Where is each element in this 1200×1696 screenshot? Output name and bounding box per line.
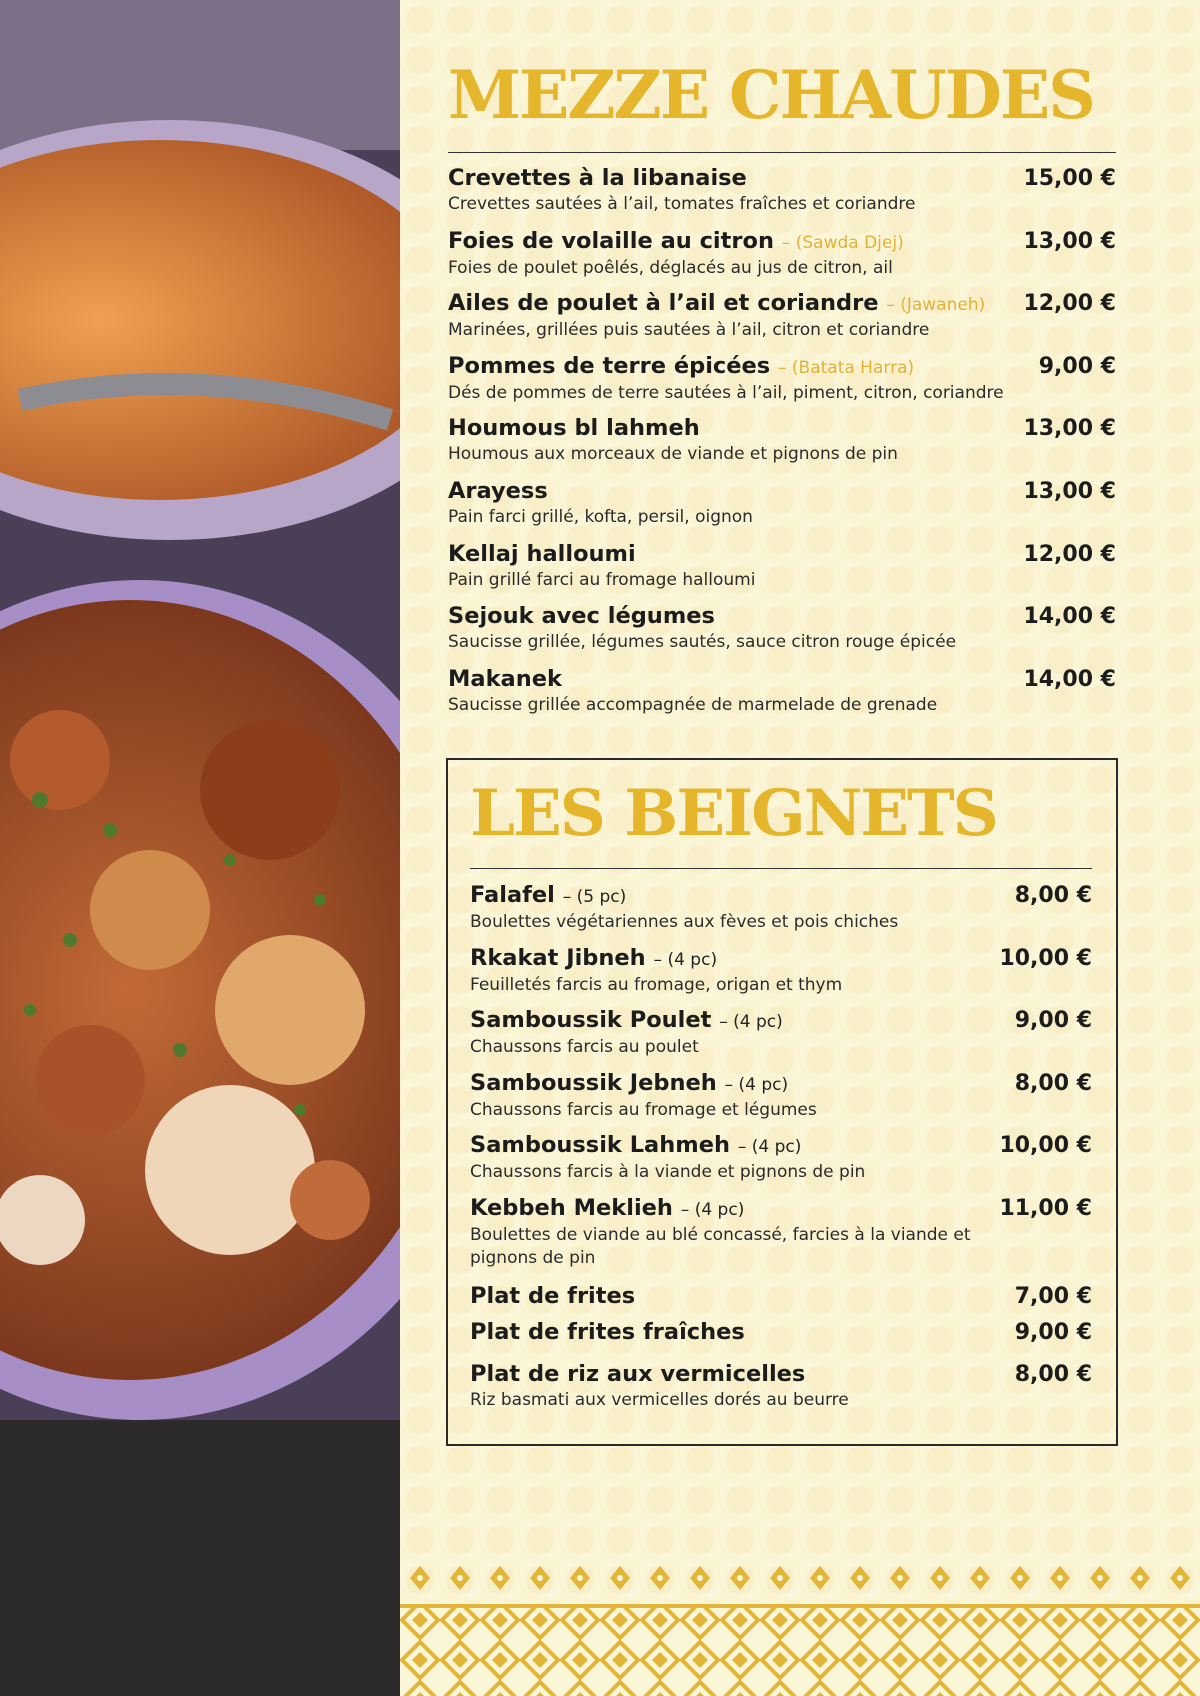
item-price: 10,00 € (999, 945, 1092, 971)
item-name: Arayess (448, 477, 548, 504)
menu-item (448, 164, 1116, 227)
item-name: Falafel – (5 pc) (470, 882, 627, 908)
section-title-mezze: MEZZE CHAUDES (448, 56, 1094, 134)
item-description: Boulettes de viande au blé concassé, farcies à la viande et pignons de pin (470, 1224, 971, 1268)
item-description: Boulettes végétariennes aux fèves et pois chiches (470, 912, 899, 932)
item-description: Pain grillé farci au fromage halloumi (448, 569, 756, 590)
item-price: 10,00 € (999, 1133, 1092, 1159)
item-name: Houmous bl lahmeh (448, 415, 700, 442)
item-description: Foies de poulet poêlés, déglacés au jus de citron, ail (448, 257, 893, 278)
menu-item (448, 414, 1116, 477)
item-description: Chaussons farcis à la viande et pignons de pin (470, 1162, 866, 1183)
item-description: Chaussons farcis au fromage et légumes (470, 1099, 817, 1120)
item-description: Saucisse grillée, légumes sautés, sauce citron rouge épicée (448, 632, 957, 653)
item-name: Kebbeh Meklieh – (4 pc) (470, 1194, 745, 1221)
item-name: Sejouk avec légumes (448, 603, 715, 630)
item-name: Plat de frites (470, 1282, 636, 1309)
menu-item (448, 352, 1116, 415)
menu-item (470, 1360, 1092, 1412)
menu-panel (400, 0, 1200, 1696)
menu-item (470, 1006, 1092, 1069)
item-name: Samboussik Lahmeh – (4 pc) (470, 1132, 802, 1159)
item-price: 12,00 € (1023, 291, 1116, 317)
mezze-list (448, 164, 1116, 727)
beignets-box (446, 758, 1118, 1446)
item-description: Marinées, grillées puis sautées à l’ail, citron et coriandre (448, 320, 930, 341)
menu-item (470, 1282, 1092, 1318)
menu-item (470, 881, 1092, 944)
menu-item (448, 227, 1116, 290)
item-name: Foies de volaille au citron – (Sawda Djej) (448, 227, 904, 254)
item-quantity: – (4 pc) (737, 1137, 802, 1158)
food-photo-icon (0, 0, 400, 1696)
ornament-band (400, 1560, 1200, 1696)
food-photo (0, 0, 400, 1696)
item-quantity: – (4 pc) (680, 1199, 745, 1220)
menu-item (448, 602, 1116, 665)
menu-item (470, 1318, 1092, 1360)
item-arabic-name: – (Batata Harra) (778, 357, 915, 378)
item-name: Kellaj halloumi (448, 540, 636, 567)
item-description: Chaussons farcis au poulet (470, 1037, 699, 1058)
menu-item (470, 1131, 1092, 1194)
item-price: 12,00 € (1023, 541, 1116, 567)
item-description: Pain farci grillé, kofta, persil, oignon (448, 506, 753, 527)
menu-item (470, 944, 1092, 1007)
item-name: Pommes de terre épicées – (Batata Harra) (448, 352, 915, 379)
item-name: Makanek (448, 665, 562, 692)
section-title-beignets: LES BEIGNETS (470, 776, 997, 851)
item-price: 11,00 € (999, 1195, 1092, 1221)
item-price: 9,00 € (1014, 1008, 1092, 1034)
item-price: 13,00 € (1023, 478, 1116, 504)
menu-item (470, 1069, 1092, 1132)
item-quantity: – (4 pc) (653, 949, 718, 970)
item-name: Samboussik Poulet – (4 pc) (470, 1007, 783, 1034)
item-name: Ailes de poulet à l’ail et coriandre – (Jawaneh) (448, 290, 986, 317)
item-name: Crevettes à la libanaise (448, 165, 747, 191)
menu-item (448, 665, 1116, 728)
menu-item (448, 540, 1116, 603)
item-name: Rkakat Jibneh – (4 pc) (470, 944, 718, 971)
menu-item (448, 477, 1116, 540)
item-price: 14,00 € (1023, 604, 1116, 630)
item-price: 8,00 € (1014, 1361, 1092, 1387)
menu-item (470, 1194, 1092, 1282)
item-description: Dés de pommes de terre sautées à l’ail, piment, citron, coriandre (448, 382, 1004, 403)
title-divider (470, 868, 1092, 869)
beignets-list (470, 881, 1092, 1412)
item-description: Riz basmati aux vermicelles dorés au beurre (470, 1389, 849, 1410)
item-description: Saucisse grillée accompagnée de marmelade de grenade (448, 694, 938, 715)
item-description: Crevettes sautées à l’ail, tomates fraîches et coriandre (448, 194, 916, 214)
item-price: 14,00 € (1023, 666, 1116, 692)
item-description: Feuilletés farcis au fromage, origan et thym (470, 974, 843, 995)
item-description: Houmous aux morceaux de viande et pignons de pin (448, 444, 898, 465)
item-price: 13,00 € (1023, 228, 1116, 254)
item-quantity: – (4 pc) (719, 1012, 783, 1033)
item-price: 8,00 € (1014, 1070, 1092, 1096)
item-price: 9,00 € (1038, 353, 1116, 379)
item-price: 9,00 € (1014, 1319, 1092, 1345)
item-quantity: – (4 pc) (724, 1074, 789, 1095)
item-price: 7,00 € (1014, 1283, 1092, 1309)
item-price: 15,00 € (1023, 166, 1116, 191)
item-arabic-name: – (Jawaneh) (886, 295, 986, 316)
item-quantity: – (5 pc) (562, 887, 627, 907)
item-arabic-name: – (Sawda Djej) (781, 232, 904, 253)
title-divider (448, 152, 1116, 153)
menu-item (448, 289, 1116, 352)
item-name: Plat de riz aux vermicelles (470, 1360, 806, 1387)
ornament-pattern-icon (400, 1560, 1200, 1696)
item-name: Plat de frites fraîches (470, 1318, 745, 1345)
item-price: 8,00 € (1014, 883, 1092, 908)
item-name: Samboussik Jebneh – (4 pc) (470, 1069, 789, 1096)
item-price: 13,00 € (1023, 416, 1116, 442)
